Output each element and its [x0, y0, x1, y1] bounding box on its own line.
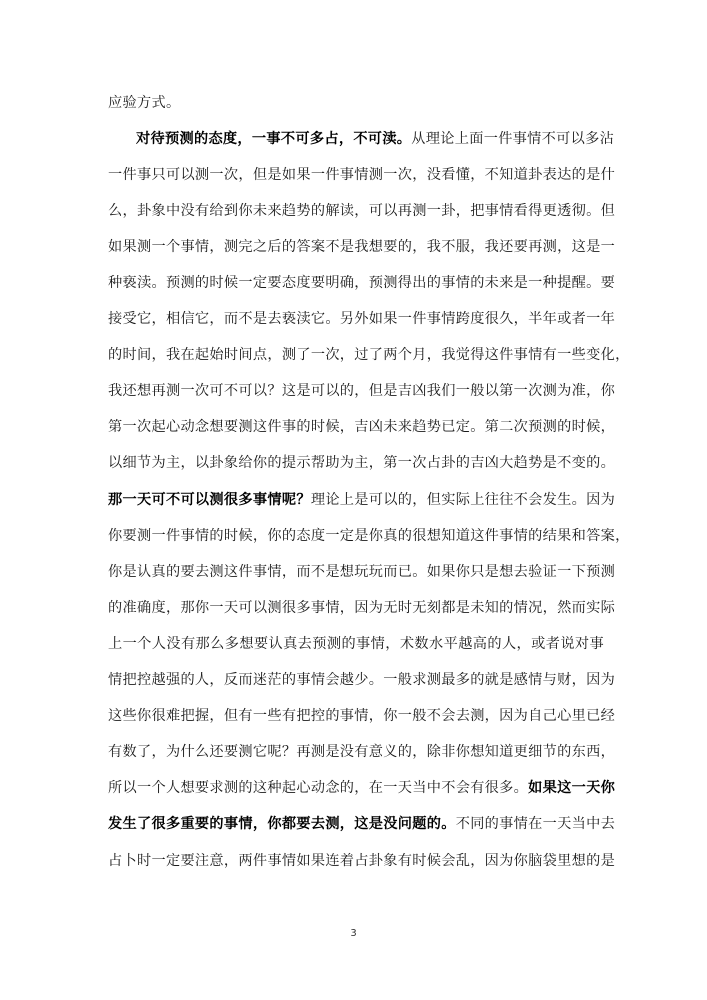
- text-line: [108, 237, 616, 257]
- text-line: [108, 309, 616, 329]
- text-segment: 的时间，我在起始时间点，测了一次，过了两个月，我觉得这件事情有一些变化，: [108, 347, 630, 363]
- text-line: [108, 562, 616, 582]
- text-segment: 的准确度，那你一天可以测很多事情，因为无时无刻都是未知的情况，然而实际: [108, 600, 616, 616]
- text-line: [108, 598, 616, 618]
- text-line: [108, 417, 616, 437]
- text-line: [108, 93, 604, 113]
- text-segment: 有数了，为什么还要测它呢？再测是没有意义的，除非你想知道更细节的东西，: [108, 744, 616, 760]
- text-segment: 你是认真的要去测这件事情，而不是想玩玩而已。如果你只是想去验证一下预测: [108, 564, 616, 580]
- text-line: [108, 526, 630, 546]
- text-line: [108, 778, 616, 798]
- bold-text-segment: 那一天可不可以测很多事情呢？: [108, 492, 311, 508]
- text-segment: 么，卦象中没有给到你未来趋势的解读，可以再测一卦，把事情看得更透彻。但: [108, 203, 616, 219]
- text-line: [108, 814, 616, 834]
- text-line: [136, 129, 615, 149]
- text-line: [108, 381, 616, 401]
- text-line: [108, 273, 616, 293]
- text-segment: 第一次起心动念想要测这件事的时候，吉凶未来趋势已定。第二次预测的时候，: [108, 419, 616, 435]
- text-line: [108, 670, 616, 690]
- text-segment: 不同的事情在一天当中去: [455, 816, 616, 832]
- text-line: [108, 851, 616, 871]
- text-line: [108, 634, 604, 654]
- page-number: 3: [350, 928, 357, 939]
- text-segment: 你要测一件事情的时候，你的态度一定是你真的很想知道这件事情的结果和答案，: [108, 528, 630, 544]
- text-segment: 我还想再测一次可不可以？这是可以的，但是吉凶我们一般以第一次测为准，你: [108, 383, 616, 399]
- bold-text-segment: 发生了很多重要的事情，你都要去测，这是没问题的。: [108, 816, 456, 832]
- text-line: [108, 706, 616, 726]
- text-line: [108, 345, 630, 365]
- text-segment: 以细节为主，以卦象给你的提示帮助为主，第一次占卦的吉凶大趋势是不变的。: [108, 455, 616, 471]
- text-segment: 情把控越强的人，反而迷茫的事情会越少。一般求测最多的就是感情与财，因为: [108, 672, 616, 688]
- bold-text-segment: 对待预测的态度，一事不可多占，不可渎。: [136, 131, 412, 147]
- text-segment: 一件事只可以测一次，但是如果一件事情测一次，没看懂，不知道卦表达的是什: [108, 167, 616, 183]
- text-line: [108, 165, 616, 185]
- text-segment: 上一个人没有那么多想要认真去预测的事情，术数水平越高的人，或者说对事: [108, 636, 604, 652]
- text-segment: 从理论上面一件事情不可以多沾: [411, 131, 615, 147]
- text-segment: 这些你很难把握，但有一些有把控的事情，你一般不会去测，因为自己心里已经: [108, 708, 616, 724]
- text-segment: 应验方式。: [108, 95, 181, 111]
- text-segment: 接受它，相信它，而不是去亵渎它。另外如果一件事情跨度很久，半年或者一年: [108, 311, 616, 327]
- text-segment: 种亵渎。预测的时候一定要态度要明确，预测得出的事情的未来是一种提醒。要: [108, 275, 616, 291]
- text-line: [108, 453, 616, 473]
- bold-text-segment: 如果这一天你: [528, 780, 616, 796]
- text-line: [108, 490, 616, 510]
- text-line: [108, 201, 616, 221]
- text-segment: 如果测一个事情，测完之后的答案不是我想要的，我不服，我还要再测，这是一: [108, 239, 616, 255]
- text-segment: 理论上是可以的，但实际上往往不会发生。因为: [310, 492, 616, 508]
- text-segment: 所以一个人想要求测的这种起心动念的，在一天当中不会有很多。: [108, 780, 529, 796]
- text-segment: 占卜时一定要注意，两件事情如果连着占卦象有时候会乱，因为你脑袋里想的是: [108, 853, 616, 869]
- text-line: [108, 742, 616, 762]
